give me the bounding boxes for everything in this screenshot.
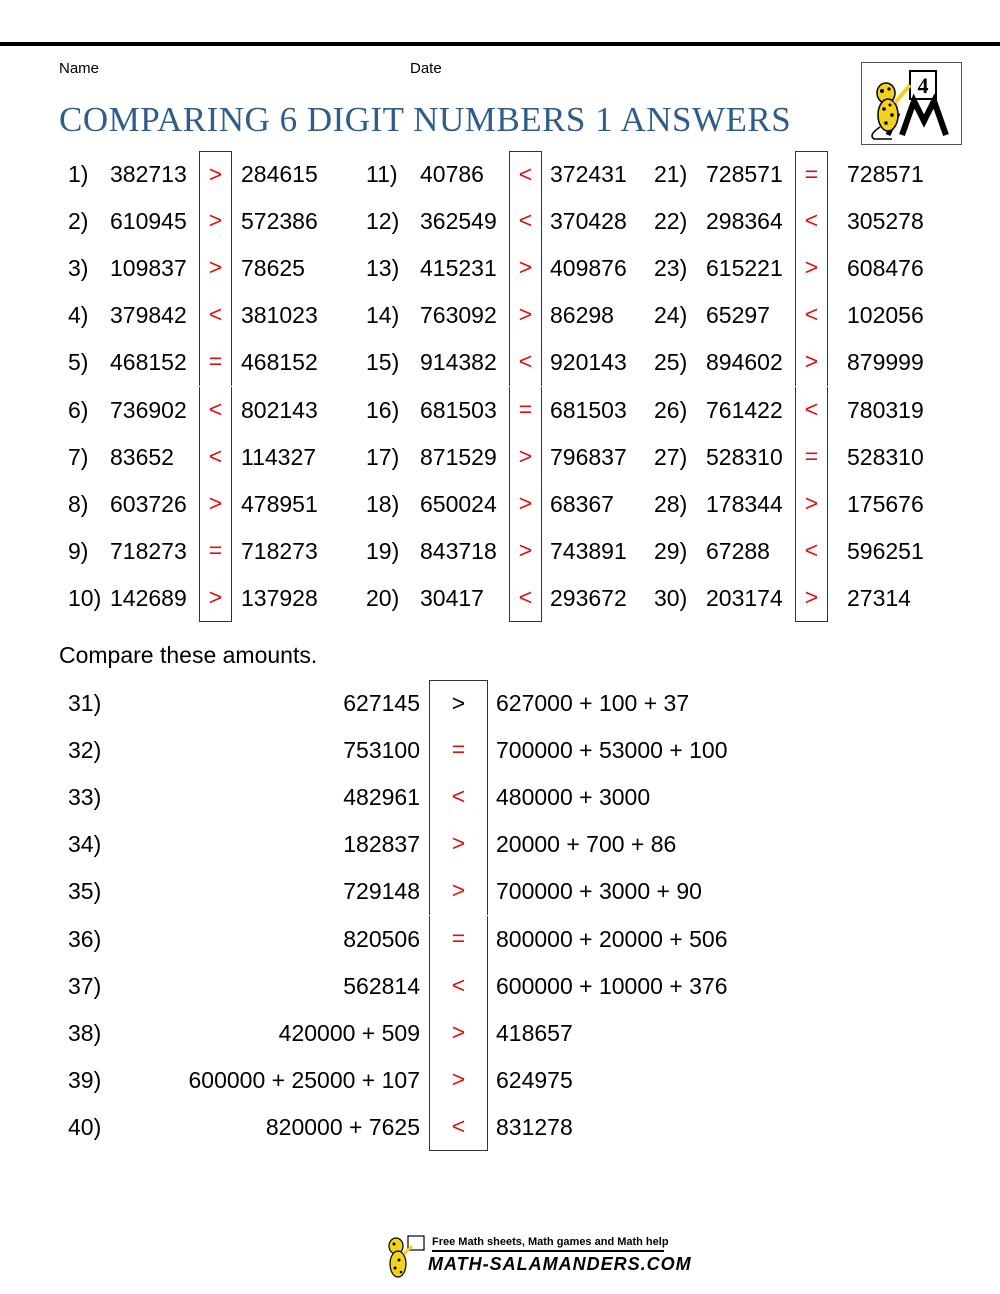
right-amount: 700000 + 3000 + 90 (496, 878, 702, 905)
footer-salamander-icon (380, 1232, 428, 1280)
answer-box[interactable]: > (795, 575, 828, 622)
right-number: 114327 (241, 443, 317, 470)
left-number: 362549 (420, 208, 497, 235)
left-number: 761422 (706, 396, 783, 423)
name-label: Name (59, 60, 100, 77)
answer-box[interactable]: = (199, 339, 232, 386)
answer-box[interactable]: = (429, 916, 488, 963)
left-number: 615221 (706, 255, 783, 282)
right-number: 381023 (241, 302, 318, 329)
question-number: 20) (366, 584, 400, 611)
answer-box[interactable]: > (199, 151, 232, 198)
question-number: 18) (366, 490, 400, 517)
answer-box[interactable]: > (199, 245, 232, 292)
question-number: 35) (68, 878, 102, 905)
question-number: 32) (68, 737, 102, 764)
question-number: 10) (68, 584, 102, 611)
left-number: 83652 (110, 443, 174, 470)
date-label: Date (410, 60, 442, 77)
question-number: 21) (654, 161, 688, 187)
answer-box[interactable]: > (795, 245, 828, 292)
left-amount: 420000 + 509 (278, 1019, 420, 1046)
right-number: 305278 (847, 208, 924, 235)
footer-site: MATH-SALAMANDERS.COM (428, 1254, 692, 1274)
grade-number: 4 (917, 73, 929, 98)
question-number: 27) (654, 443, 688, 470)
question-number: 26) (654, 396, 688, 423)
right-amount: 600000 + 10000 + 376 (496, 972, 728, 999)
left-number: 67288 (706, 537, 770, 564)
left-amount: 753100 (343, 737, 420, 764)
left-number: 728571 (706, 161, 783, 187)
left-amount: 627145 (343, 690, 420, 716)
question-number: 30) (654, 584, 688, 611)
left-amount: 482961 (343, 784, 420, 811)
question-number: 2) (68, 208, 89, 235)
question-number: 8) (68, 490, 89, 517)
left-number: 610945 (110, 208, 187, 235)
right-number: 796837 (550, 443, 627, 470)
right-number: 68367 (550, 490, 614, 517)
page-title: COMPARING 6 DIGIT NUMBERS 1 ANSWERS (59, 100, 792, 139)
question-number: 7) (68, 443, 89, 470)
left-number: 298364 (706, 208, 783, 235)
question-number: 29) (654, 537, 688, 564)
question-number: 15) (366, 349, 400, 376)
question-number: 1) (68, 161, 89, 187)
question-number: 22) (654, 208, 688, 235)
right-number: 879999 (847, 349, 924, 376)
answer-box[interactable]: < (795, 198, 828, 245)
right-number: 920143 (550, 349, 627, 376)
answer-box[interactable]: > (509, 481, 542, 528)
question-number: 31) (68, 690, 102, 716)
left-amount: 182837 (343, 831, 420, 858)
right-amount: 418657 (496, 1019, 573, 1046)
question-number: 36) (68, 925, 102, 952)
question-number: 37) (68, 972, 102, 999)
answer-box[interactable]: < (429, 963, 488, 1010)
left-number: 736902 (110, 396, 187, 423)
right-number: 478951 (241, 490, 318, 517)
question-number: 39) (68, 1066, 102, 1093)
left-number: 65297 (706, 302, 770, 329)
question-number: 3) (68, 255, 89, 282)
answer-box[interactable]: = (509, 387, 542, 434)
right-number: 370428 (550, 208, 627, 235)
left-number: 681503 (420, 396, 497, 423)
left-number: 650024 (420, 490, 497, 517)
section-heading: Compare these amounts. (59, 642, 318, 668)
answer-box[interactable]: = (795, 151, 828, 198)
left-number: 30417 (420, 584, 484, 611)
right-number: 743891 (550, 537, 627, 564)
left-number: 894602 (706, 349, 783, 376)
answer-box[interactable]: > (509, 292, 542, 339)
answer-box[interactable]: > (429, 680, 488, 727)
answer-box[interactable]: > (429, 1010, 488, 1057)
right-amount: 624975 (496, 1066, 573, 1093)
answer-box[interactable]: < (509, 151, 542, 198)
right-number: 86298 (550, 302, 614, 329)
top-rule (0, 42, 1000, 46)
answer-box[interactable]: < (429, 1104, 488, 1151)
answer-box[interactable]: = (429, 727, 488, 774)
question-number: 33) (68, 784, 102, 811)
question-number: 16) (366, 396, 400, 423)
answer-box[interactable]: > (429, 868, 488, 915)
answer-box[interactable]: > (509, 245, 542, 292)
right-number: 27314 (847, 584, 911, 611)
answer-box[interactable]: > (199, 575, 232, 622)
question-number: 6) (68, 396, 89, 423)
right-number: 728571 (847, 161, 924, 187)
left-amount: 820506 (343, 925, 420, 952)
left-amount: 820000 + 7625 (265, 1113, 420, 1140)
left-number: 528310 (706, 443, 783, 470)
right-amount: 480000 + 3000 (496, 784, 651, 811)
right-number: 780319 (847, 396, 924, 423)
answer-box[interactable]: > (429, 1057, 488, 1104)
right-number: 78625 (241, 255, 305, 282)
right-number: 102056 (847, 302, 924, 329)
left-number: 109837 (110, 255, 187, 282)
answer-box[interactable]: < (199, 387, 232, 434)
right-amount: 831278 (496, 1113, 573, 1140)
question-number: 25) (654, 349, 688, 376)
question-number: 34) (68, 831, 102, 858)
answer-box[interactable]: < (429, 774, 488, 821)
left-number: 379842 (110, 302, 187, 329)
question-number: 38) (68, 1019, 102, 1046)
answer-box[interactable]: > (509, 528, 542, 575)
right-number: 175676 (847, 490, 924, 517)
question-number: 4) (68, 302, 89, 329)
right-number: 681503 (550, 396, 627, 423)
answer-box[interactable]: < (795, 387, 828, 434)
left-number: 843718 (420, 537, 497, 564)
right-number: 596251 (847, 537, 924, 564)
right-amount: 20000 + 700 + 86 (496, 831, 677, 858)
question-number: 9) (68, 537, 89, 564)
right-number: 372431 (550, 161, 627, 187)
answer-box[interactable]: < (199, 434, 232, 481)
answer-box[interactable]: > (509, 434, 542, 481)
answer-box[interactable]: > (199, 481, 232, 528)
left-number: 142689 (110, 584, 187, 611)
question-number: 19) (366, 537, 400, 564)
left-number: 415231 (420, 255, 497, 282)
question-number: 28) (654, 490, 688, 517)
answer-box[interactable]: > (795, 481, 828, 528)
question-number: 17) (366, 443, 400, 470)
answer-box[interactable]: < (509, 575, 542, 622)
grade-logo (861, 62, 962, 145)
left-number: 763092 (420, 302, 497, 329)
right-number: 528310 (847, 443, 924, 470)
left-number: 914382 (420, 349, 497, 376)
answer-box[interactable]: = (795, 434, 828, 481)
left-number: 40786 (420, 161, 484, 187)
answer-box[interactable]: > (795, 339, 828, 386)
answer-box[interactable]: < (199, 292, 232, 339)
question-number: 5) (68, 349, 89, 376)
right-number: 608476 (847, 255, 924, 282)
question-number: 40) (68, 1113, 102, 1140)
left-number: 718273 (110, 537, 187, 564)
right-number: 718273 (241, 537, 318, 564)
right-number: 802143 (241, 396, 318, 423)
question-number: 23) (654, 255, 688, 282)
right-amount: 800000 + 20000 + 506 (496, 925, 728, 952)
question-number: 14) (366, 302, 400, 329)
answer-box[interactable]: > (429, 821, 488, 868)
question-number: 11) (366, 161, 398, 187)
left-number: 382713 (110, 161, 187, 187)
footer-tagline: Free Math sheets, Math games and Math help (432, 1236, 669, 1248)
question-number: 12) (366, 208, 400, 235)
right-amount: 700000 + 53000 + 100 (496, 737, 728, 764)
right-number: 468152 (241, 349, 318, 376)
salamander-logo-icon (862, 63, 961, 144)
answer-box[interactable]: < (509, 198, 542, 245)
footer-divider (432, 1250, 664, 1252)
left-number: 468152 (110, 349, 187, 376)
question-number: 13) (366, 255, 400, 282)
left-number: 603726 (110, 490, 187, 517)
answer-box[interactable]: < (795, 528, 828, 575)
left-amount: 562814 (343, 972, 420, 999)
answer-box[interactable]: < (509, 339, 542, 386)
left-number: 871529 (420, 443, 497, 470)
left-amount: 600000 + 25000 + 107 (188, 1066, 420, 1093)
left-number: 203174 (706, 584, 783, 611)
right-number: 293672 (550, 584, 627, 611)
question-number: 24) (654, 302, 688, 329)
answer-box[interactable]: > (199, 198, 232, 245)
footer-logo (380, 1232, 692, 1282)
right-number: 284615 (241, 161, 318, 187)
right-number: 137928 (241, 584, 318, 611)
left-number: 178344 (706, 490, 783, 517)
right-amount: 627000 + 100 + 37 (496, 690, 690, 716)
answer-box[interactable]: < (795, 292, 828, 339)
left-amount: 729148 (343, 878, 420, 905)
answer-box[interactable]: = (199, 528, 232, 575)
right-number: 409876 (550, 255, 627, 282)
right-number: 572386 (241, 208, 318, 235)
